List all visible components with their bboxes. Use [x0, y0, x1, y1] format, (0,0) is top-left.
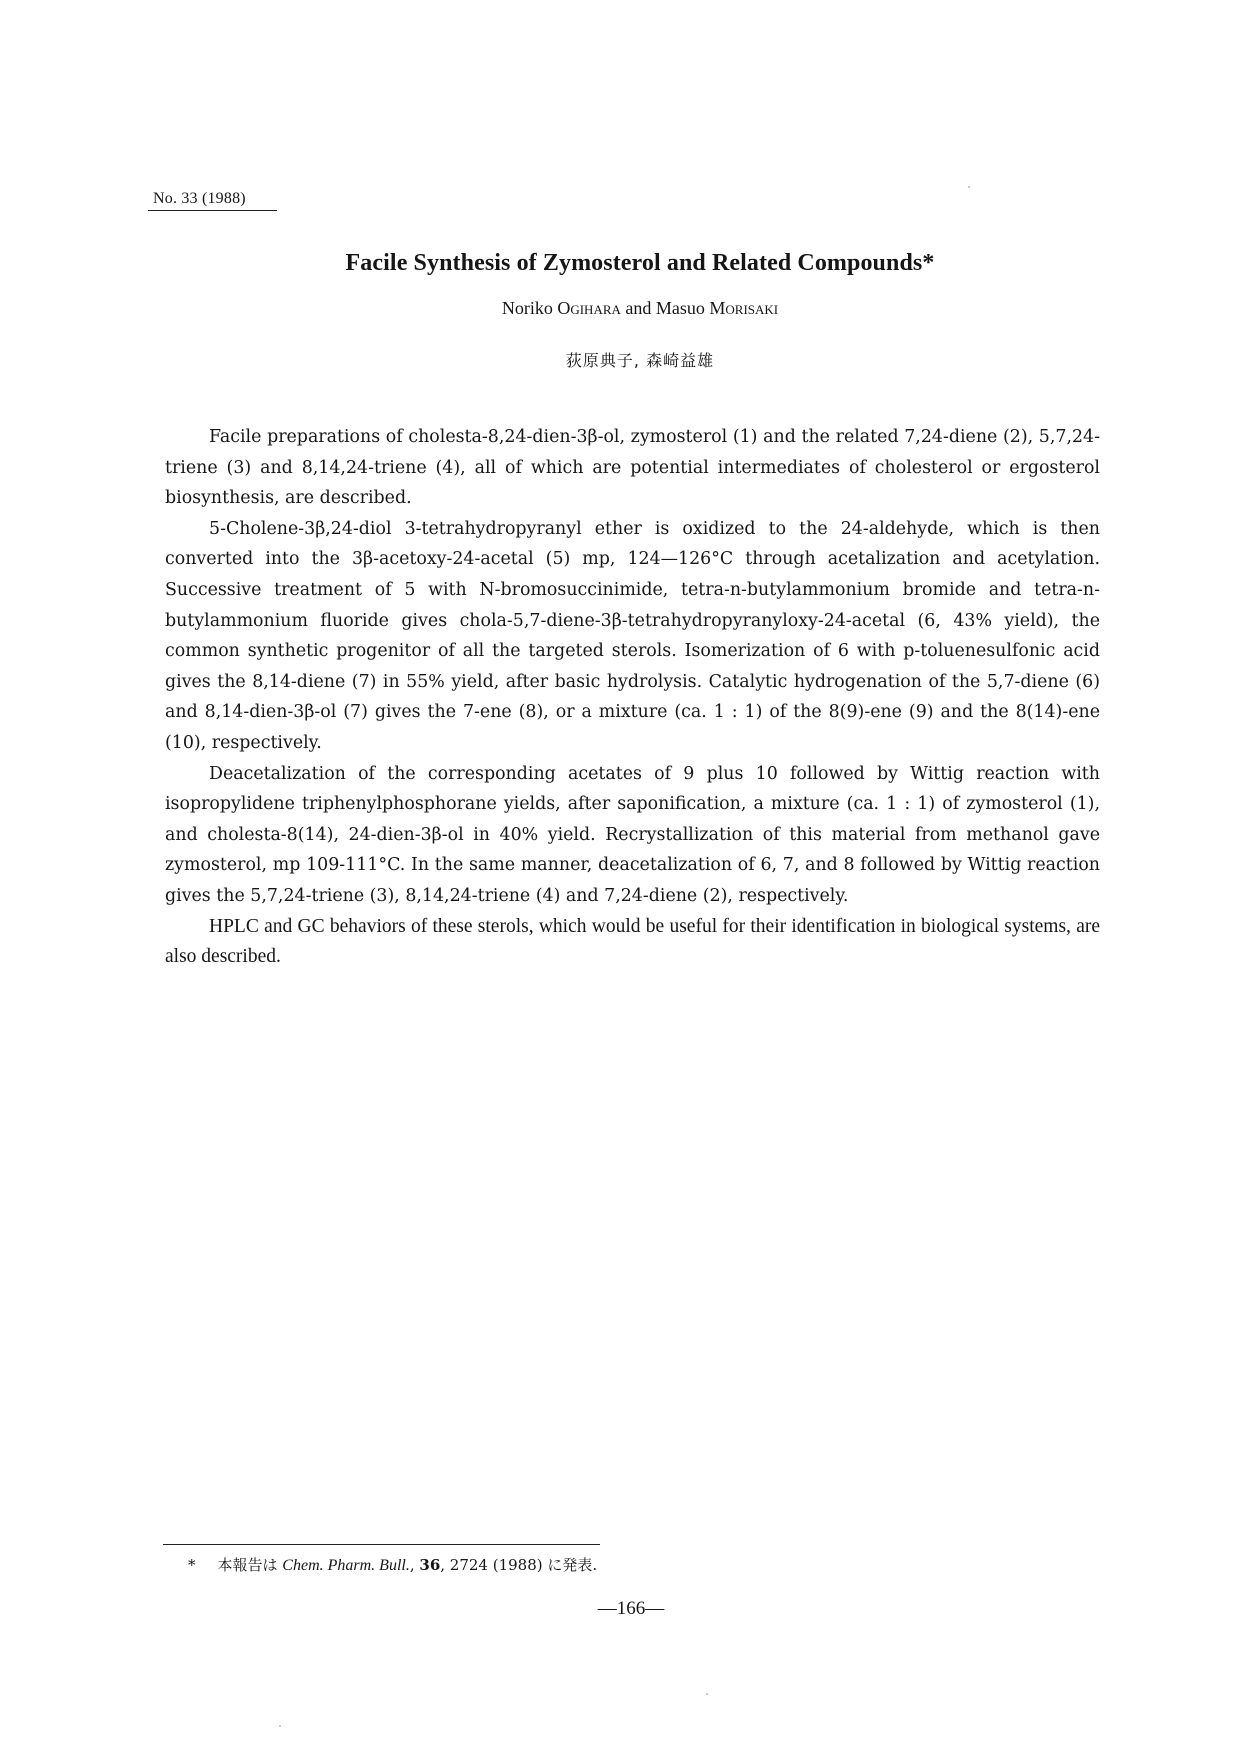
- author1-family: Ogihara: [557, 298, 621, 318]
- scan-speck: [279, 1725, 281, 1727]
- abstract-paragraph-4: HPLC and GC behaviors of these sterols, which would be useful for their identification in biological systems, are also described.: [165, 915, 1100, 968]
- article-title: Facile Synthesis of Zymosterol and Related Compounds*: [345, 250, 935, 276]
- footnote-marker: *: [188, 1556, 196, 1574]
- author2-family: Morisaki: [709, 298, 779, 318]
- authors-japanese: 荻原典子, 森崎益雄: [565, 351, 715, 370]
- scan-speck: [706, 1693, 708, 1695]
- author-line: [0, 298, 1240, 319]
- footnote-jp-suffix: に発表.: [547, 1556, 598, 1574]
- author-conjunction: and: [625, 298, 652, 318]
- scan-speck: [968, 186, 970, 188]
- author2-given: Masuo: [655, 298, 705, 318]
- footnote-journal: Chem. Pharm. Bull.: [282, 1557, 410, 1574]
- abstract-body: [165, 422, 1100, 973]
- footnote: * 本報告は Chem. Pharm. Bull., 36, 2724 (1988) に発表.: [188, 1556, 598, 1574]
- footnote-divider: [163, 1544, 600, 1545]
- footnote-jp-prefix: 本報告は: [217, 1556, 278, 1574]
- footnote-volume: 36: [419, 1556, 441, 1574]
- abstract-paragraph-3: Deacetalization of the corresponding acetates of 9 plus 10 followed by Wittig reaction with isopropylidene triphenylphosphorane yields, after saponification, a mixture (ca. 1 : 1) of zymosterol (1), and cholesta-8(14), 24-dien-3β-ol in 40% yield. Recrystallization of this material from methanol gave zymosterol, mp 109-111°C. In the same manner, deacetalization of 6, 7, and 8 followed by Wittig reaction gives the 5,7,24-triene (3), 8,14,24-triene (4) and 7,24-diene (2), respectively.: [165, 763, 1100, 906]
- footnote-pages-year: , 2724 (1988): [440, 1556, 543, 1574]
- journal-issue: No. 33 (1988): [148, 190, 277, 211]
- abstract-paragraph-1: Facile preparations of cholesta-8,24-dien-3β-ol, zymosterol (1) and the related 7,24-diene (2), 5,7,24-triene (3) and 8,14,24-triene (4), all of which are potential intermediates of cholesterol or ergosterol biosynthesis, are described.: [165, 427, 1100, 509]
- abstract-paragraph-2: 5-Cholene-3β,24-diol 3-tetrahydropyranyl ether is oxidized to the 24-aldehyde, which is then converted into the 3β-acetoxy-24-acetal (5) mp, 124—126°C through acetalization and acetylation. Successive treatment of 5 with N-bromosuccinimide, tetra-n-butylammonium bromide and tetra-n-butylammonium fluoride gives chola-5,7-diene-3β-tetrahydropyranyloxy-24-acetal (6, 43% yield), the common synthetic progenitor of all the targeted sterols. Isomerization of 6 with p-toluenesulfonic acid gives the 8,14-diene (7) in 55% yield, after basic hydrolysis. Catalytic hydrogenation of the 5,7-diene (6) and 8,14-dien-3β-ol (7) gives the 7-ene (8), or a mixture (ca. 1 : 1) of the 8(9)-ene (9) and the 8(14)-ene (10), respectively.: [165, 518, 1100, 753]
- author1-given: Noriko: [501, 298, 553, 318]
- page-number: —166—: [597, 1598, 665, 1619]
